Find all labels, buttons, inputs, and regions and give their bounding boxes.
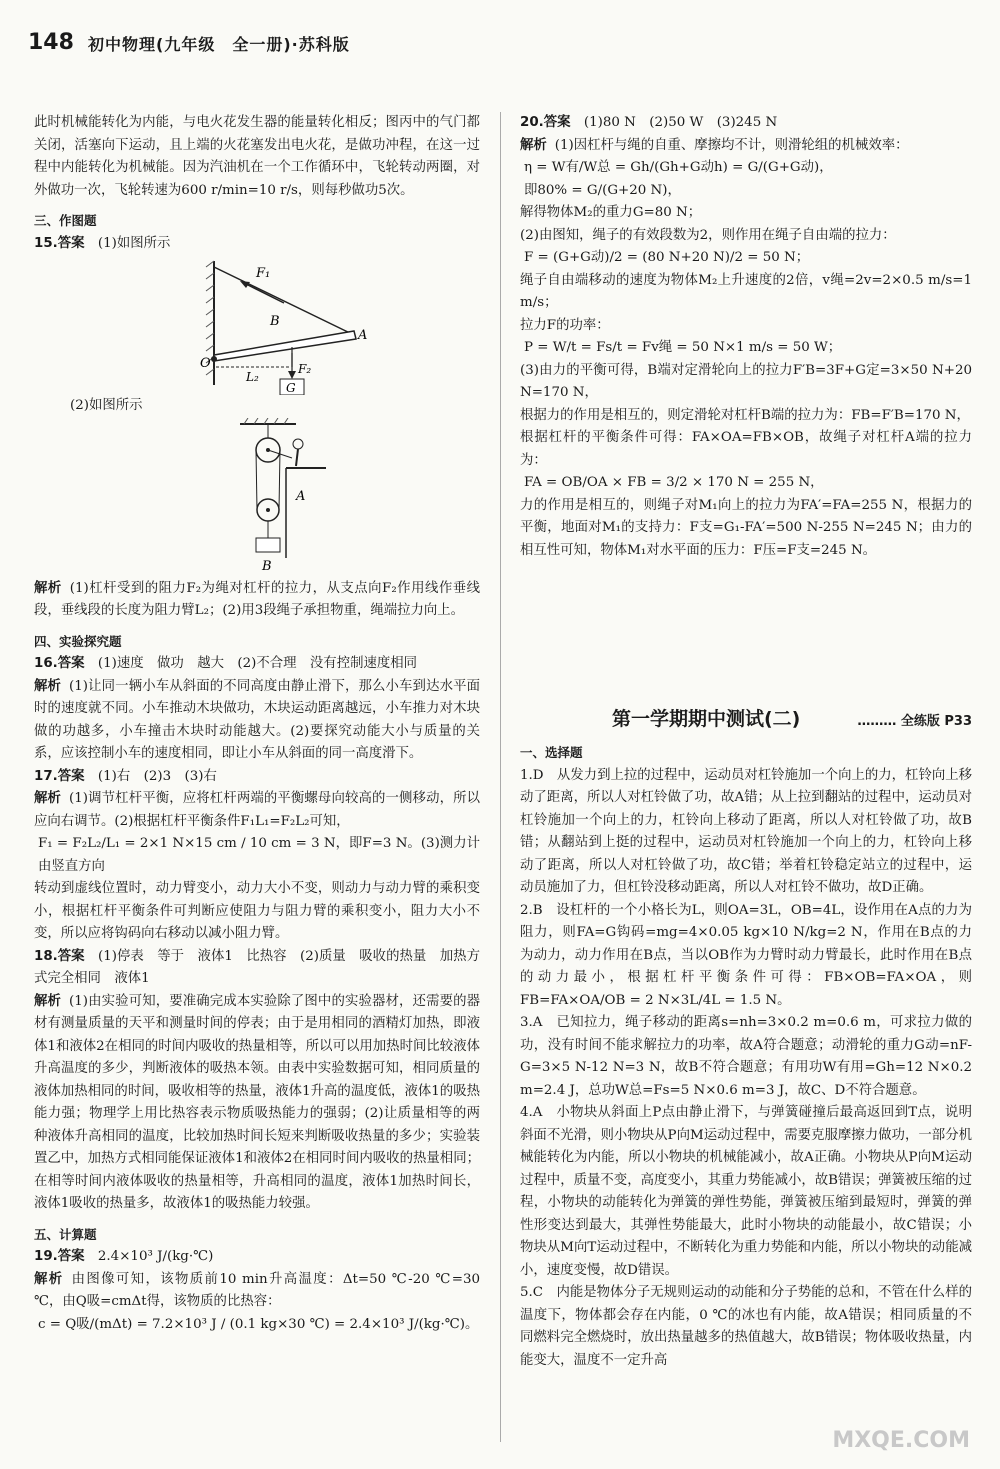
q20-l1: (1)因杠杆与绳的自重、摩擦均不计，则滑轮组的机械效率： bbox=[554, 137, 909, 153]
left-column bbox=[34, 112, 480, 1336]
q18-head: 18.答案 bbox=[34, 948, 85, 964]
q20-l8: 根据杠杆的平衡条件可得：FA×OA=FB×OB，故绳子对杠杆A端的拉力为： bbox=[520, 430, 972, 468]
section-1-title: 一、选择题 bbox=[520, 745, 583, 760]
q17-expl-label: 解析 bbox=[34, 791, 62, 806]
q19-equation: c = Q吸/(mΔt) = 7.2×10³ J / (0.1 kg×30 ℃) = 2.4×10³ J/(kg·℃)。 bbox=[38, 1316, 479, 1332]
page-number: 148 bbox=[28, 30, 74, 55]
q18-expl-label: 解析 bbox=[34, 993, 62, 1009]
label-B: B bbox=[270, 314, 280, 329]
q19-head: 19.答案 bbox=[34, 1249, 85, 1264]
section-5-title: 五、计算题 bbox=[34, 1226, 97, 1242]
q17-equation: F₁ = F₂L₂/L₁ = 2×1 N×15 cm / 10 cm = 3 N，即F=3 N。(3)测力计由竖直方向 bbox=[38, 836, 480, 874]
label-G: G bbox=[286, 381, 296, 395]
q20-eq2: 即80% = G/(G+20 N)， bbox=[524, 182, 681, 198]
section-4-title: 四、实验探究题 bbox=[34, 633, 122, 649]
section-3-title: 三、作图题 bbox=[34, 213, 97, 228]
page-header bbox=[28, 30, 988, 70]
q20-l3: (2)由图知，绳子的有效段数为2，则作用在绳子自由端的拉力： bbox=[520, 227, 896, 243]
q20-eq3: F = (G+G动)/2 = (80 N+20 N)/2 = 50 N； bbox=[524, 250, 810, 265]
column-divider bbox=[500, 112, 501, 1442]
lever-figure bbox=[34, 255, 480, 395]
q20-ans: (1)80 N (2)50 W (3)245 N bbox=[583, 115, 778, 130]
label-L2: L₂ bbox=[246, 370, 259, 384]
q20-l2: 解得物体M₂的重力G=80 N； bbox=[520, 205, 702, 220]
q16-expl: (1)让同一辆小车从斜面的不同高度由静止滑下，那么小车到达水平面时的速度就不同。小车推动木块做功，木块运动距离越远，小车推力对木块做的功越多，小车撞击木块时动能越大。(2)要探究动能大小与质量的关系，应该控制小车的速度相同，即让小车从斜面的同一高度滑下。 bbox=[34, 678, 481, 761]
q20-l6: (3)由力的平衡可得，B端对定滑轮向上的拉力F′B=3F+G定=3×50 N+20 N=170 N， bbox=[520, 362, 972, 400]
q20-head: 20.答案 bbox=[520, 115, 571, 130]
watermark: MXQE.COM bbox=[832, 1428, 970, 1453]
book-title: 初中物理(九年级 全一册)·苏科版 bbox=[88, 35, 350, 54]
q19-expl: 由图像可知，该物质前10 min升高温度：Δt=50 ℃-20 ℃=30 ℃，由Q吸=cmΔt得，该物质的比热容： bbox=[34, 1271, 481, 1309]
q17-ans: (1)右 (2)3 (3)右 bbox=[97, 768, 217, 784]
right-column bbox=[520, 112, 972, 562]
q16-expl-label: 解析 bbox=[34, 678, 62, 694]
q19-ans: 2.4×10³ J/(kg·℃) bbox=[97, 1249, 214, 1264]
right-column-lower bbox=[520, 742, 972, 1372]
q20-l4: 绳子自由端移动的速度为物体M₂上升速度的2倍，v绳=2v=2×0.5 m/s=1 m/s； bbox=[520, 272, 972, 310]
midterm-title-text: 第一学期期中测试(二) bbox=[612, 708, 801, 730]
q20-l5: 拉力F的功率： bbox=[520, 317, 610, 333]
q15-a2: (2)如图所示 bbox=[70, 398, 143, 413]
q16-head: 16.答案 bbox=[34, 656, 85, 671]
label-A: A bbox=[358, 328, 368, 343]
q20-eq4: P = W/t = Fs/t = Fv绳 = 50 N×1 m/s = 50 W； bbox=[524, 340, 842, 355]
q17-expl2: 转动到虚线位置时，动力臂变小，动力大小不变，则动力与动力臂的乘积变小，根据杠杆平衡条件可判断应使阻力与阻力臂的乘积变小，阻力大小不变，所以应将钩码向右移动以减小阻力臂。 bbox=[34, 881, 480, 941]
q16-ans: (1)速度 做功 越大 (2)不合理 没有控制速度相同 bbox=[97, 656, 418, 671]
midterm-ref: ……… 全练版 P33 bbox=[857, 714, 972, 729]
intro-text: 此时机械能转化为内能，与电火花发生器的能量转化相反；图丙中的气门都关闭，活塞向下运动，且上端的火花塞发出电火花，是做功冲程，在这一过程中内能转化为机械能。因为汽油机在一个工作循环中，飞轮转动两圈，对外做功一次，飞轮转速为600 r/min=10 r/s，则每秒做功5次。 bbox=[34, 115, 480, 198]
q20-l7: 根据力的作用是相互的，则定滑轮对杠杆B端的拉力为：FB=F′B=170 N， bbox=[520, 407, 970, 423]
q20-l9: 力的作用是相互的，则绳子对M₁向上的拉力为FA′=FA=255 N，根据力的平衡，地面对M₁的支持力：F支=G₁-FA′=500 N-255 N=245 N；由力的相互性可知，物体M₁对水平面的压力：F压=F支=245 N。 bbox=[520, 497, 972, 558]
pulley-figure bbox=[34, 418, 480, 578]
label-F1: F₁ bbox=[256, 266, 271, 281]
q20-expl-label: 解析 bbox=[520, 137, 547, 153]
choice-q3: 3.A 已知拉力，绳子移动的距离s=nh=3×0.2 m=0.6 m，可求拉力做的功，没有时间不能求解拉力的功率，故A符合题意；动滑轮的重力G动=nF-G=3×5 N-12 N=3 N，故B不符合题意；有用功W有用=Gh=12 N×0.2 m=2.4 J，总功W总=Fs=5 N×0.6 m=3 J，故C、D不符合题意。 bbox=[520, 1015, 972, 1098]
q17-head: 17.答案 bbox=[34, 768, 85, 784]
choice-q4: 4.A 小物块从斜面上P点由静止滑下，与弹簧碰撞后最高返回到T点，说明斜面不光滑，则小物块从P向M运动过程中，需要克服摩擦力做功，一部分机械能转化为内能，所以小物块的机械能减小，故A正确。小物块从P向M运动过程中，质量不变，高度变小，其重力势能减小，故B错误；弹簧被压缩的过程，小物块的动能转化为弹簧的弹性势能，弹簧被压缩到最短时，弹簧的弹性形变达到最大，其弹性势能最大，此时小物块的动能最小，故C错误；小物块从M向T运动过程中，不断转化为重力势能和内能，所以小物块的动能减小，速度变慢，故D错误。 bbox=[520, 1105, 972, 1278]
q18-ans: (1)停表 等于 液体1 比热容 (2)质量 吸收的热量 加热方式完全相同 液体1 bbox=[34, 948, 480, 986]
label-F2: F₂ bbox=[298, 362, 312, 376]
q20-eq5: FA = OB/OA × FB = 3/2 × 170 N = 255 N， bbox=[524, 475, 824, 490]
q15-expl: (1)杠杆受到的阻力F₂为绳对杠杆的拉力，从支点向F₂作用线作垂线段，垂线段的长度为阻力臂L₂；(2)用3段绳子承担物重，绳端拉力向上。 bbox=[34, 580, 480, 618]
label-fig2-B: B bbox=[262, 558, 272, 574]
choice-q1: 1.D 从发力到上拉的过程中，运动员对杠铃施加一个向上的力，杠铃向上移动了距离，所以人对杠铃做了功，故A错；从上拉到翻站的过程中，运动员对杠铃施加一个向上的力，杠铃向上移动了距离，所以人对杠铃做了功，故B错；从翻站到上挺的过程中，运动员对杠铃施加一个向上的力，杠铃向上移动了距离，所以人对杠铃做了功，故C错；举着杠铃稳定站立的过程中，运动员施加了力，但杠铃没移动距离，所以人对杠铃不做功，故D正确。 bbox=[520, 767, 973, 895]
choice-q5: 5.C 内能是物体分子无规则运动的动能和分子势能的总和，不管在什么样的温度下，物体都会存在内能，0 ℃的冰也有内能，故A错误；相同质量的不同燃料完全燃烧时，放出热量越多的热值越大，故B错误；物体吸收热量，内能变大，温度不一定升高 bbox=[520, 1285, 972, 1368]
q20-eq1: η = W有/W总 = Gh/(Gh+G动h) = G/(G+G动)， bbox=[524, 160, 833, 175]
q18-expl: (1)由实验可知，要准确完成本实验除了图中的实验器材，还需要的器材有测量质量的天平和测量时间的停表；由于是用相同的酒精灯加热，即液体1和液体2在相同的时间内吸收的热量相等，所以可以用加热时间比较液体升高温度的多少，判断液体的吸热本领。由表中实验数据可知，相同质量的液体加热相同的时间，吸收相等的热量，液体1升高的温度低，液体1的吸热能力强；物理学上用比热容表示物质吸热能力的强弱；(2)让质量相等的两种液体升高相同的温度，比较加热时间长短来判断吸收热量的多少；实验装置乙中，加热方式相同能保证液体1和液体2在相同时间内吸收的热量相同；在相等时间内液体吸收的热量相等，升高相同的温度，液体1加热时间长，液体1吸收的热量多，故液体1的吸热能力较强。 bbox=[34, 993, 481, 1211]
label-O: O bbox=[200, 356, 211, 371]
q15-a1: (1)如图所示 bbox=[97, 235, 171, 251]
q15-head: 15.答案 bbox=[34, 235, 85, 251]
label-fig2-A: A bbox=[296, 488, 306, 504]
midterm-title bbox=[520, 704, 972, 734]
q15-expl-label: 解析 bbox=[34, 580, 62, 596]
q19-expl-label: 解析 bbox=[34, 1271, 64, 1287]
choice-q2: 2.B 设杠杆的一个小格长为L，则OA=3L，OB=4L，设作用在A点的力为阻力，则FA=G钩码=mg=4×0.05 kg×10 N/kg=2 N，作用在B点的力为动力，动力作用在B点，当以OB作为力臂时动力臂最长，此时作用在B点的动力最小，根据杠杆平衡条件可得：FB×OB=FA×OA，则FB=FA×OA/OB = 2 N×3L/4L = 1.5 N。 bbox=[520, 902, 972, 1008]
q17-expl1: (1)调节杠杆平衡，应将杠杆两端的平衡螺母向较高的一侧移动，所以应向右调节。(2)根据杠杆平衡条件F₁L₁=F₂L₂可知， bbox=[34, 791, 481, 829]
